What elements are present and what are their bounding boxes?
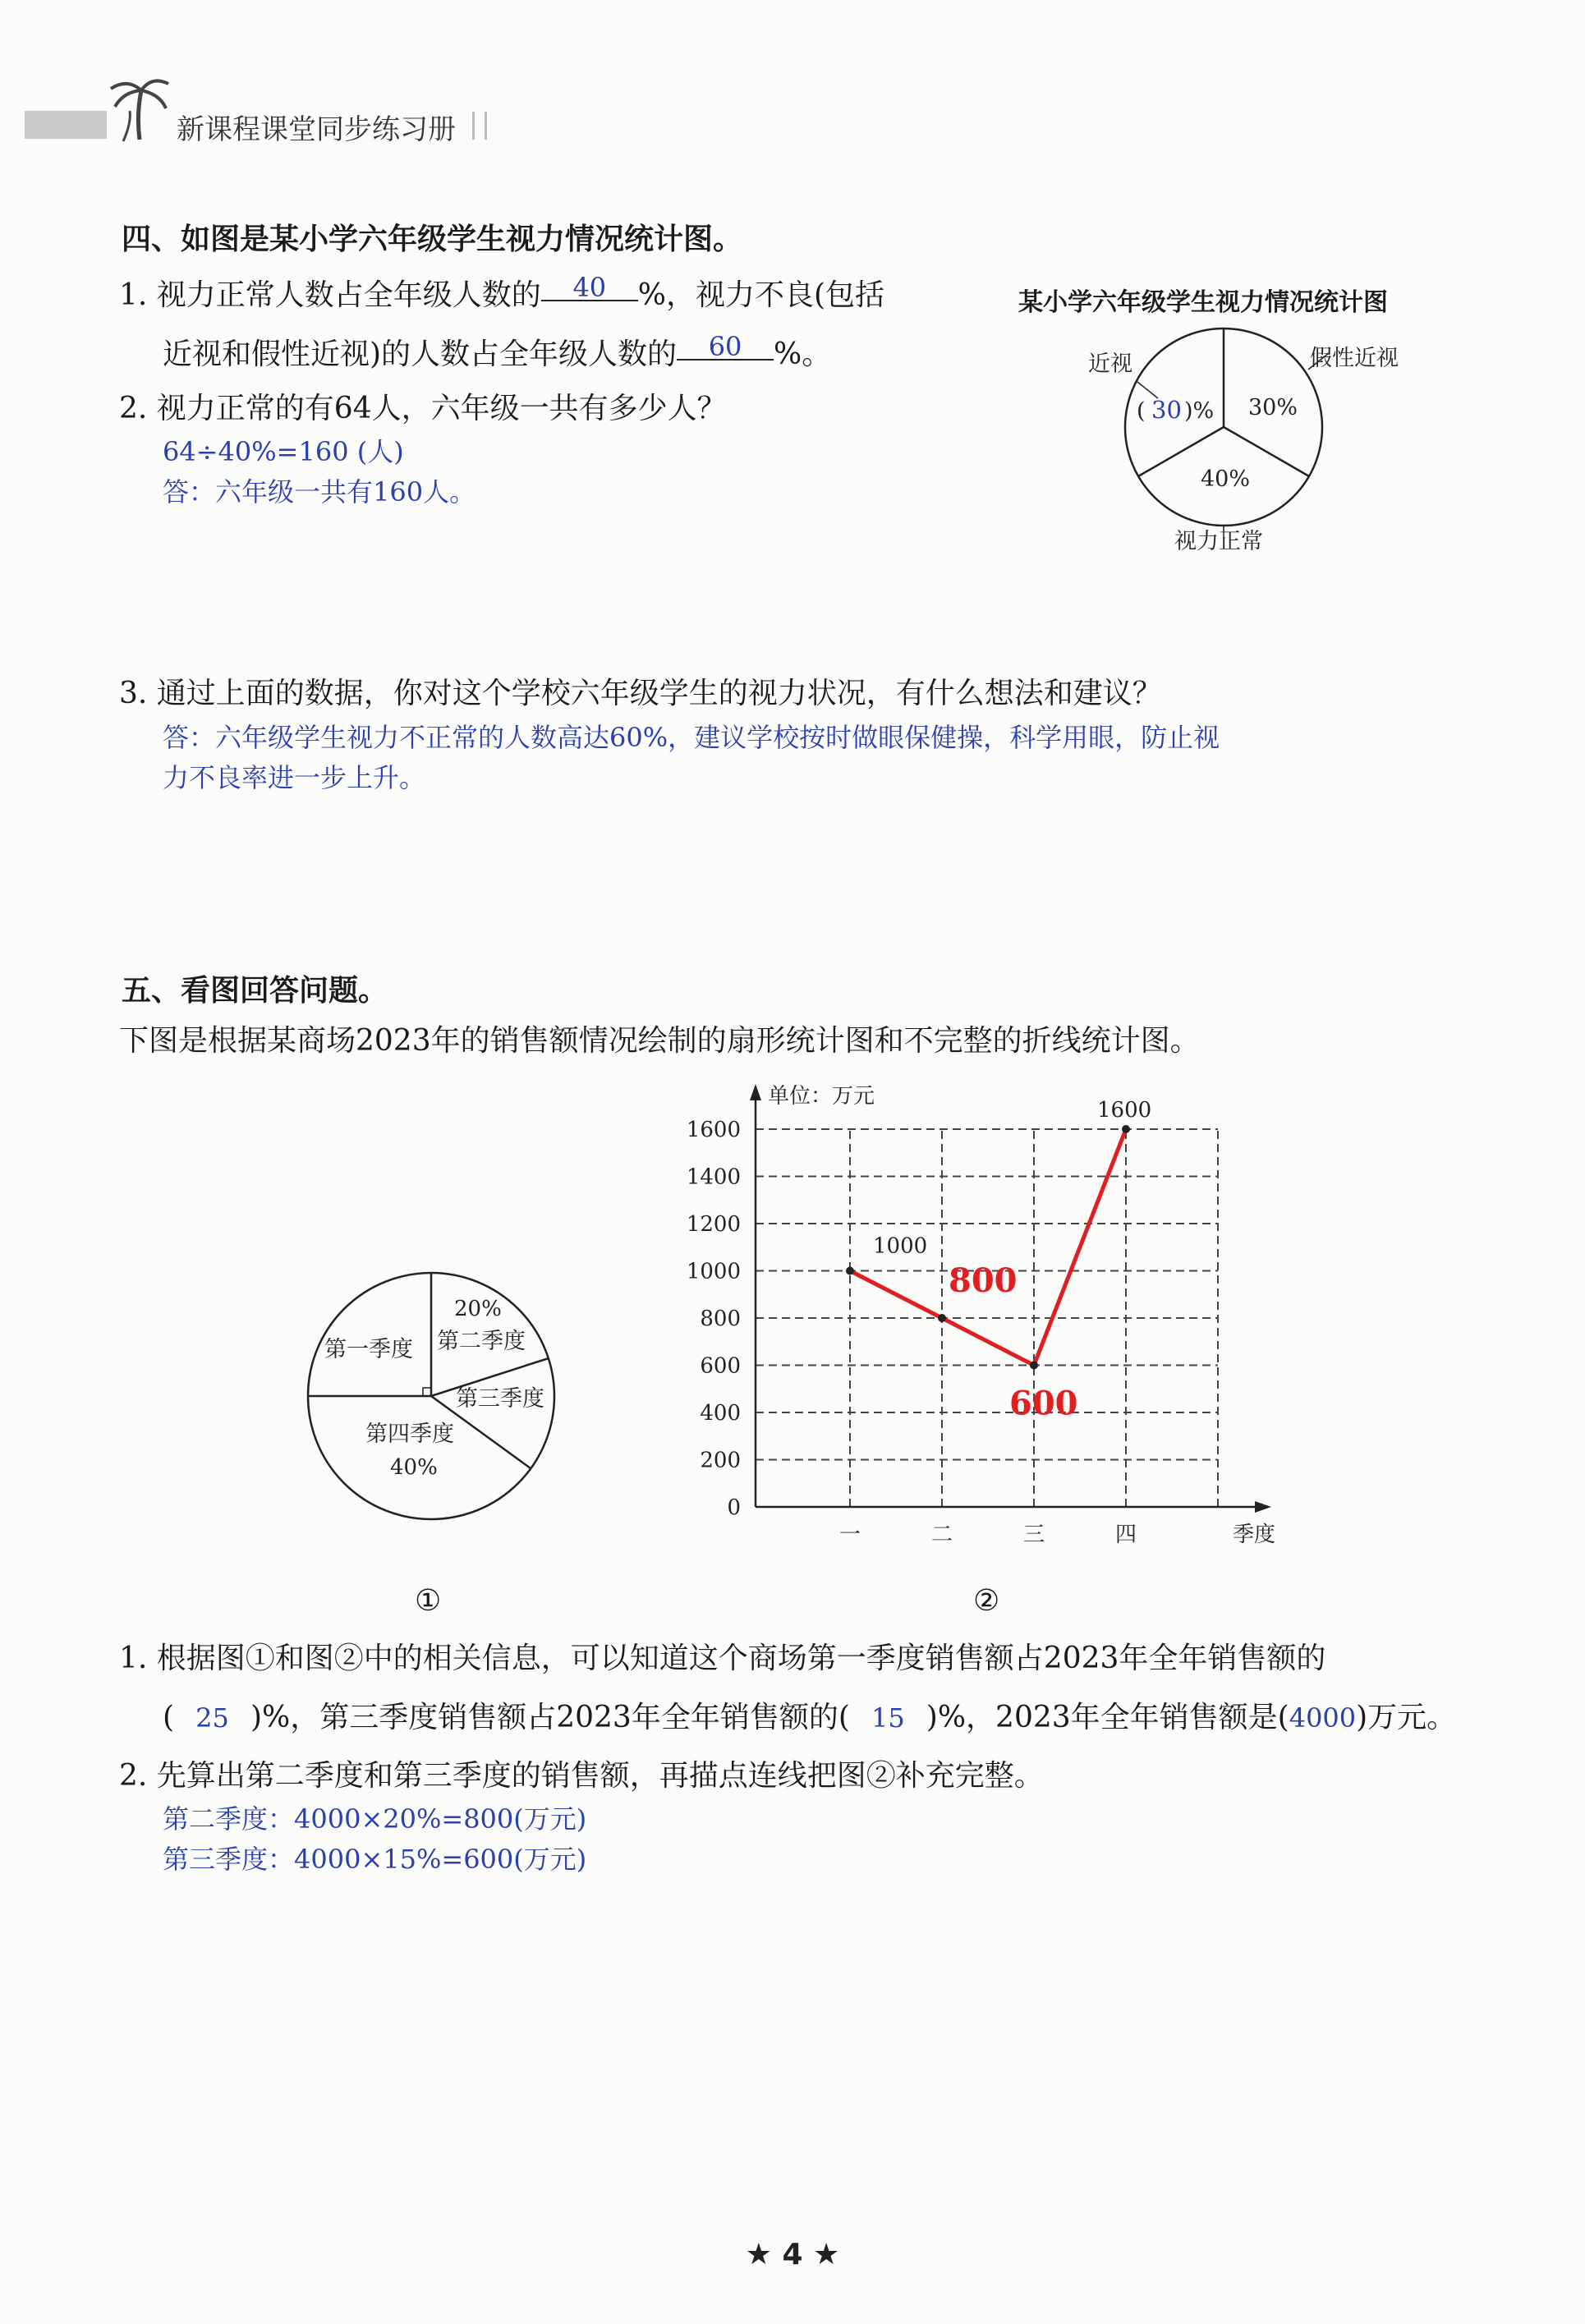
data-point — [846, 1267, 854, 1275]
s4-q3-answer1: 答：六年级学生视力不正常的人数高达60%，建议学校按时做眼保健操，科学用眼，防止视 — [163, 722, 1220, 753]
y-axis-label: 单位：万元 — [768, 1084, 875, 1109]
pie2-q4-pct: 40% — [390, 1455, 438, 1480]
pie2-right-angle-mark — [423, 1388, 431, 1396]
data-label: 1600 — [1097, 1098, 1152, 1123]
header-divider — [472, 112, 487, 140]
data-point — [1122, 1125, 1130, 1133]
pie1-title: 某小学六年级学生视力情况统计图 — [1018, 288, 1388, 317]
x-axis-label: 季度 — [1233, 1523, 1276, 1547]
x-tick-label: 三 — [1022, 1523, 1045, 1547]
y-tick-label: 200 — [700, 1448, 741, 1473]
pie1-label-jinshi: 近视 — [1088, 351, 1132, 377]
s5-q1-line2: ( 25 )%，第三季度销售额占2023年全年销售额的( 15 )%，2023年全年销售额是(4000)万元。 — [163, 1701, 1457, 1734]
pie2-chart — [304, 1265, 567, 1527]
y-tick-label: 600 — [700, 1353, 741, 1379]
pie2-q2-pct: 20% — [454, 1297, 502, 1321]
pie1-chart — [1059, 324, 1454, 571]
pie1-jinshi-pct: )% — [1184, 398, 1215, 424]
section5-heading: 五、看图回答问题。 — [122, 974, 388, 1008]
pie2-label-q4: 第四季度 — [365, 1421, 454, 1447]
pie1-label-zhengchang: 视力正常 — [1174, 529, 1263, 554]
data-point — [1030, 1362, 1038, 1370]
s5-q2-answer2: 第三季度：4000×15%=600(万元) — [163, 1844, 587, 1875]
s5-intro: 下图是根据某商场2023年的销售额情况绘制的扇形统计图和不完整的折线统计图。 — [119, 1024, 1200, 1058]
s5-q1-answer1: 25 — [195, 1702, 229, 1734]
s4-q1-line1: 1. 视力正常人数占全年级人数的 40 %，视力不良(包括 — [119, 272, 885, 312]
y-tick-label: 400 — [700, 1401, 741, 1426]
line-chart — [673, 1068, 1289, 1560]
s4-q3: 3. 通过上面的数据，你对这个学校六年级学生的视力状况，有什么想法和建议？ — [119, 677, 1162, 710]
s4-q1-answer2: 60 — [677, 334, 774, 361]
y-axis-arrow — [750, 1084, 761, 1100]
fig1-label: ① — [415, 1584, 442, 1618]
data-label: 600 — [1009, 1384, 1078, 1423]
s5-q1-answer3: 4000 — [1289, 1702, 1357, 1734]
s4-q3-answer2: 力不良率进一步上升。 — [163, 762, 426, 793]
pie2-label-q3: 第三季度 — [456, 1386, 544, 1412]
s4-q2: 2. 视力正常的有64人，六年级一共有多少人？ — [119, 392, 727, 425]
palm-tree-icon — [107, 74, 172, 144]
y-tick-label: 1200 — [686, 1212, 741, 1237]
pie1-jinshi-answer: 30 — [1151, 396, 1182, 424]
fig2-label: ② — [973, 1584, 1000, 1618]
s5-q1-line1: 1. 根据图①和图②中的相关信息，可以知道这个商场第一季度销售额占2023年全年销售额的 — [119, 1642, 1326, 1675]
data-label: 800 — [949, 1261, 1018, 1300]
s5-q1-answer2: 15 — [871, 1702, 905, 1734]
pie2-label-q2: 第二季度 — [437, 1329, 526, 1354]
x-tick-label: 一 — [838, 1523, 861, 1547]
y-tick-label: 800 — [700, 1307, 741, 1331]
y-tick-label: 1600 — [686, 1118, 741, 1142]
s4-q1-line2: 近视和假性近视)的人数占全年级人数的 60 %。 — [163, 331, 832, 371]
data-label: 1000 — [873, 1233, 928, 1259]
section4-heading: 四、如图是某小学六年级学生视力情况统计图。 — [122, 223, 743, 256]
header-bar — [25, 111, 107, 139]
x-axis-arrow — [1255, 1501, 1271, 1513]
page-number: ★ 4 ★ — [745, 2238, 840, 2271]
y-tick-label: 0 — [727, 1495, 741, 1520]
y-tick-label: 1400 — [686, 1164, 741, 1190]
x-tick-label: 四 — [1114, 1523, 1137, 1547]
s5-q2-answer1: 第二季度：4000×20%=800(万元) — [163, 1803, 587, 1835]
header-title: 新课程课堂同步练习册 — [177, 113, 456, 146]
y-tick-label: 1000 — [686, 1259, 741, 1284]
pie1-zhengchang-pct: 40% — [1201, 466, 1251, 492]
s4-q2-answer2: 答：六年级一共有160人。 — [163, 476, 476, 508]
data-point — [938, 1314, 946, 1322]
s5-q2: 2. 先算出第二季度和第三季度的销售额，再描点连线把图②补充完整。 — [119, 1759, 1044, 1793]
s4-q1-answer1: 40 — [541, 275, 638, 301]
s4-q2-answer1: 64÷40%=160 (人) — [163, 436, 404, 467]
pie1-jinshi-open: ( — [1137, 398, 1146, 424]
pie1-jiaxing-pct: 30% — [1248, 395, 1298, 420]
x-tick-label: 二 — [930, 1523, 953, 1547]
pie1-label-jiaxing: 假性近视 — [1310, 346, 1399, 371]
pie2-label-q1: 第一季度 — [324, 1337, 413, 1362]
